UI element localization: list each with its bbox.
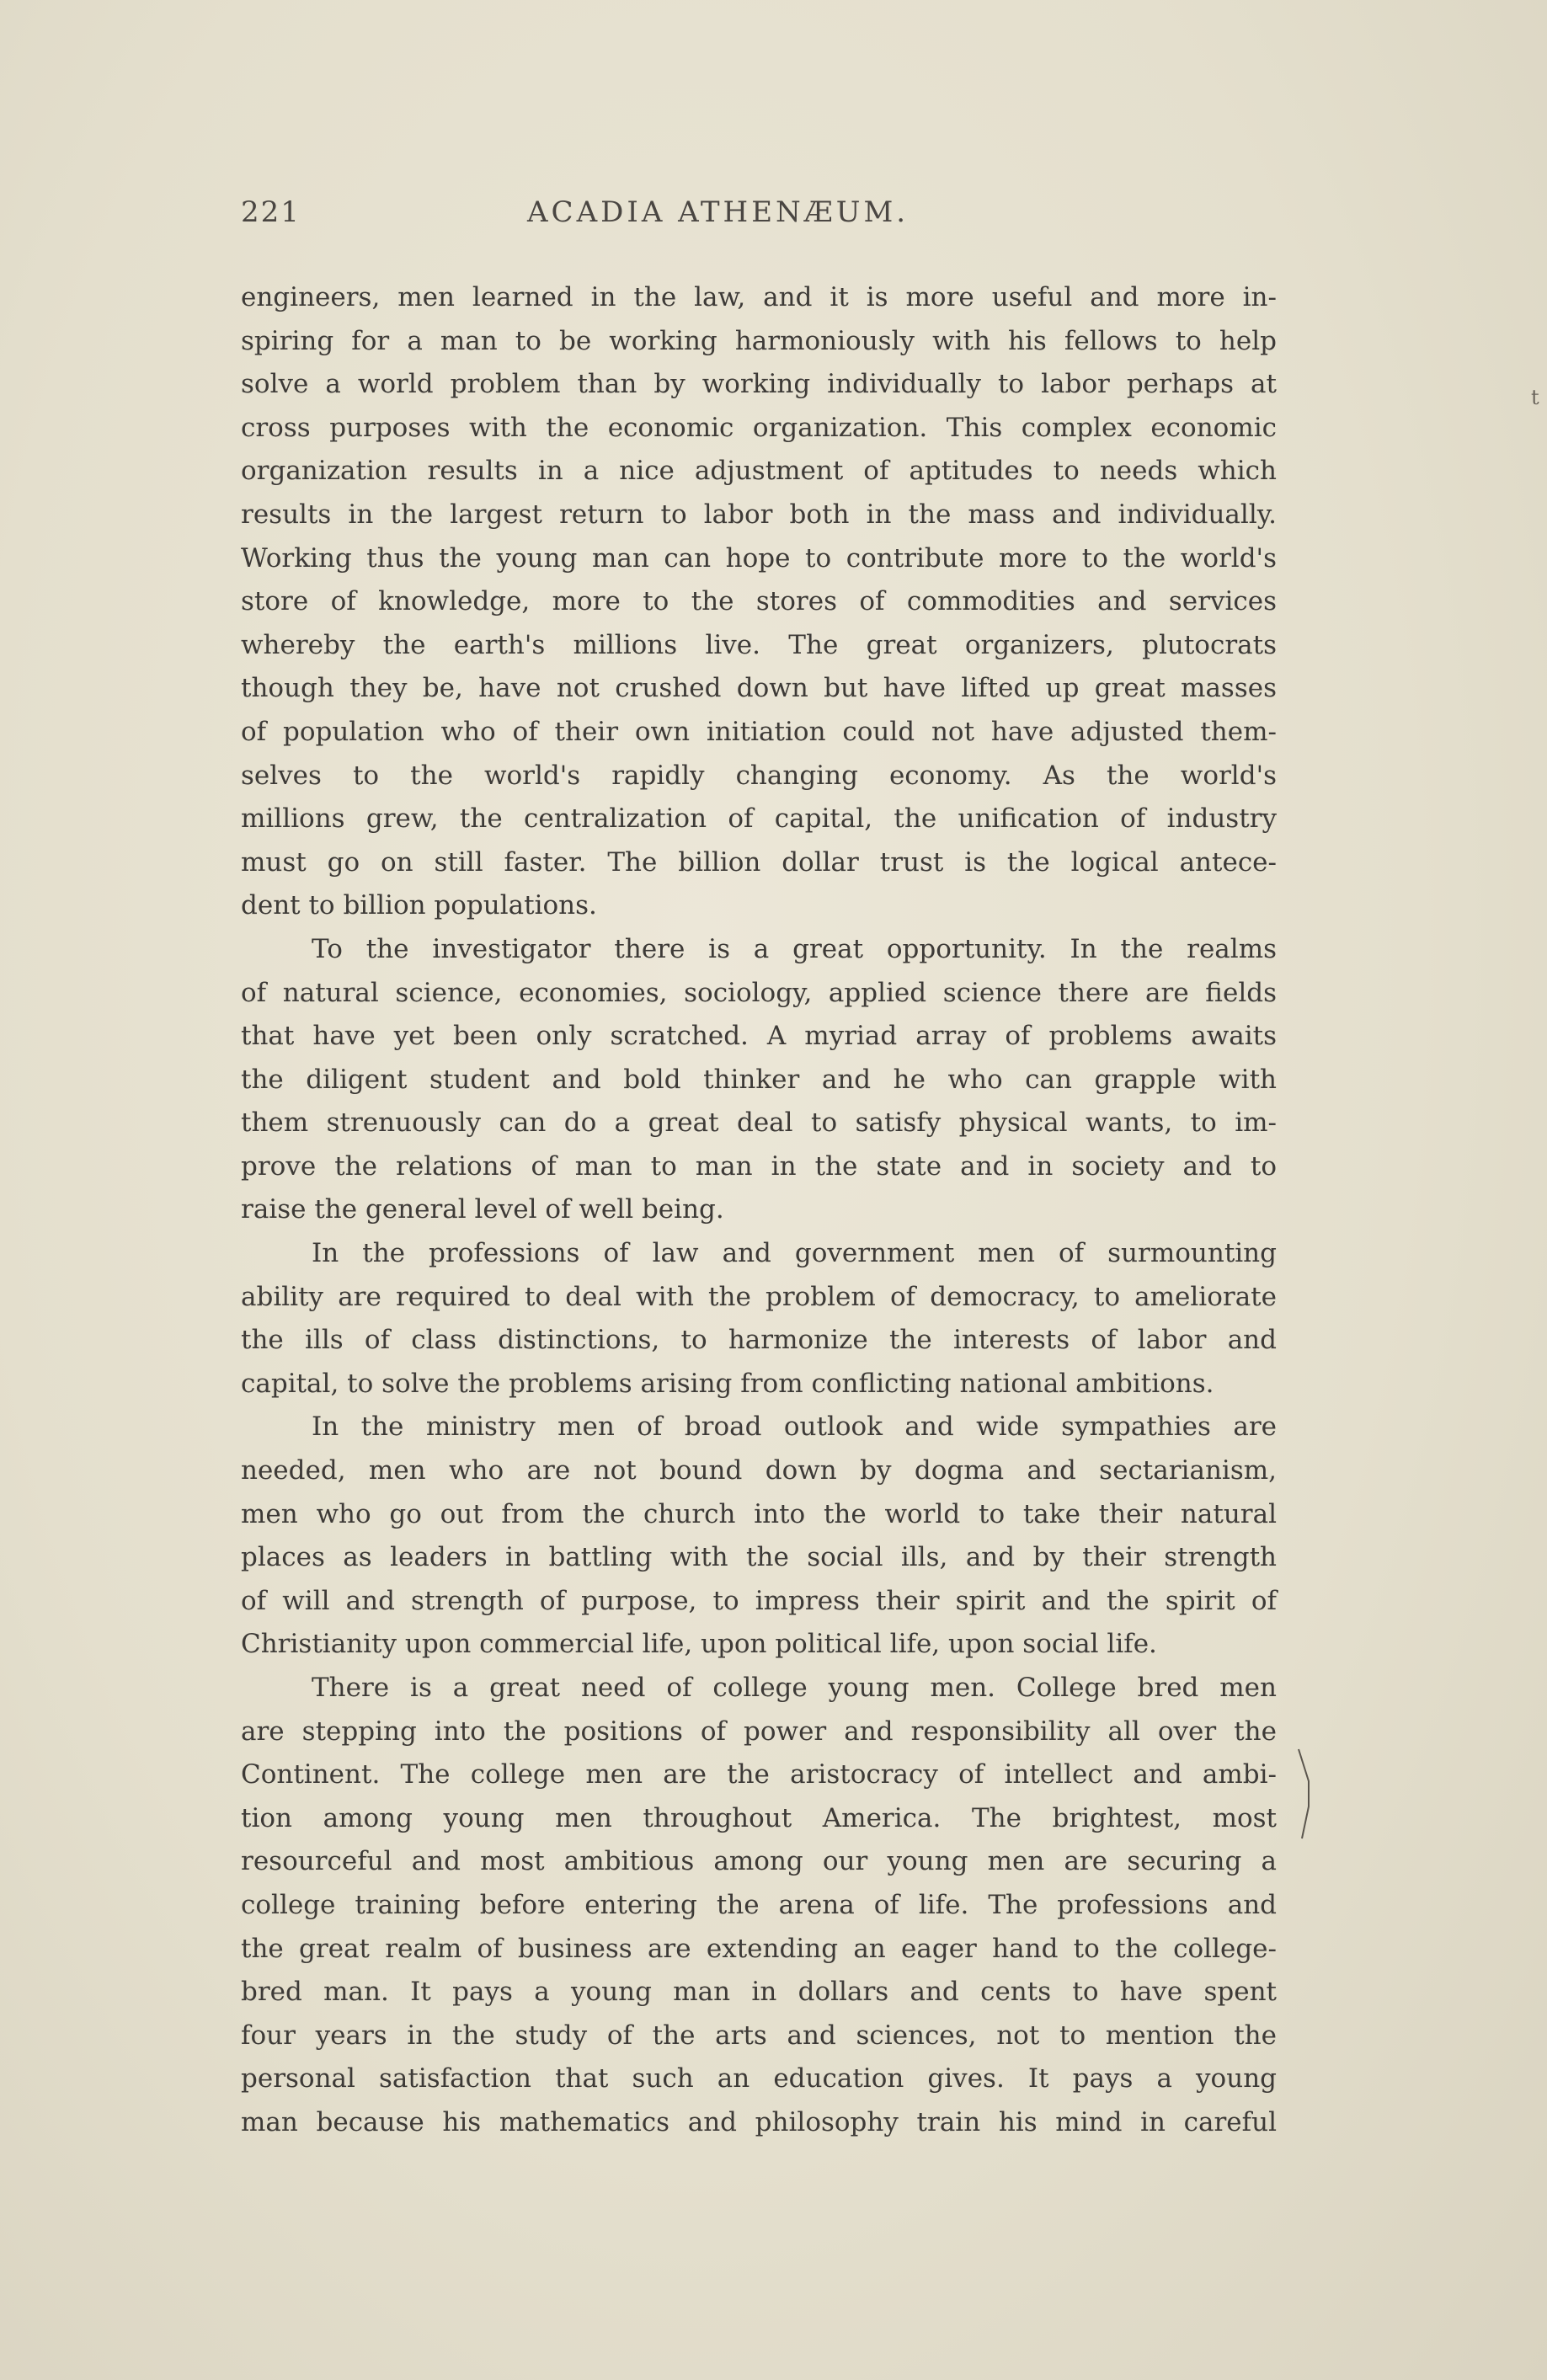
- text-line: raise the general level of well being.: [241, 1194, 724, 1225]
- margin-tick-mark: t: [1531, 386, 1539, 409]
- text-line: cross purposes with the economic organization. This complex economic: [241, 412, 1277, 443]
- text-line: men who go out from the church into the world to take their natural: [241, 1498, 1277, 1529]
- margin-brace: [1297, 1748, 1314, 1840]
- text-line: There is a great need of college young men. College bred men: [312, 1673, 1277, 1703]
- text-line: bred man. It pays a young man in dollars and cents to have spent: [241, 1977, 1277, 2008]
- text-line: the ills of class distinctions, to harmonize the interests of labor and: [241, 1325, 1277, 1356]
- text-line: tion among young men throughout America. The brightest, most: [241, 1802, 1277, 1833]
- text-line: store of knowledge, more to the stores of commodities and services: [241, 586, 1277, 617]
- text-line: the great realm of business are extending an eager hand to the college-: [241, 1933, 1277, 1964]
- text-line: the diligent student and bold thinker and he who can grapple with: [241, 1064, 1277, 1095]
- text-line: college training before entering the arena of life. The professions and: [241, 1889, 1277, 1920]
- text-line: millions grew, the centralization of capital, the unification of industry: [241, 803, 1277, 835]
- running-title: ACADIA ATHENÆUM.: [527, 195, 910, 229]
- paragraph: [241, 276, 1277, 928]
- text-line: To the investigator there is a great opportunity. In the realms: [312, 933, 1277, 964]
- text-line: spiring for a man to be working harmoniously with his fellows to help: [241, 325, 1277, 356]
- text-line: of will and strength of purpose, to impress their spirit and the spirit of: [241, 1585, 1277, 1616]
- page-number: 221: [241, 195, 301, 229]
- text-line: though they be, have not crushed down but have lifted up great masses: [241, 673, 1277, 704]
- text-line: Continent. The college men are the aristocracy of intellect and ambi-: [241, 1759, 1277, 1790]
- text-line: places as leaders in battling with the social ills, and by their strength: [241, 1542, 1277, 1573]
- text-line: that have yet been only scratched. A myriad array of problems awaits: [241, 1021, 1277, 1052]
- text-line: engineers, men learned in the law, and it is more useful and more in-: [241, 282, 1277, 312]
- text-line: personal satisfaction that such an education gives. It pays a young: [241, 2063, 1277, 2095]
- text-line: results in the largest return to labor both in the mass and individually.: [241, 499, 1277, 530]
- text-line: Working thus the young man can hope to contribute more to the world's: [241, 542, 1277, 574]
- text-line: selves to the world's rapidly changing economy. As the world's: [241, 760, 1277, 791]
- text-line: of natural science, economies, sociology, applied science there are fields: [241, 977, 1277, 1008]
- text-line: whereby the earth's millions live. The great organizers, plutocrats: [241, 629, 1277, 660]
- paragraph: [241, 1232, 1277, 1406]
- paragraph: [241, 928, 1277, 1232]
- text-line: four years in the study of the arts and sciences, not to mention the: [241, 2020, 1277, 2051]
- text-line: In the professions of law and government men of surmounting: [312, 1238, 1277, 1269]
- article-body: [241, 276, 1277, 2145]
- text-line: ability are required to deal with the problem of democracy, to ameliorate: [241, 1281, 1277, 1312]
- text-line: dent to billion populations.: [241, 890, 597, 921]
- text-line: are stepping into the positions of power and responsibility all over the: [241, 1716, 1277, 1747]
- text-line: In the ministry men of broad outlook and wide sympathies are: [312, 1411, 1277, 1443]
- text-line: organization results in a nice adjustment of aptitudes to needs which: [241, 456, 1277, 487]
- text-line: prove the relations of man to man in the state and in society and to: [241, 1150, 1277, 1182]
- running-header: [241, 195, 1268, 246]
- paragraph: [241, 1667, 1277, 2145]
- text-line: resourceful and most ambitious among our young men are securing a: [241, 1846, 1277, 1877]
- text-line: needed, men who are not bound down by dogma and sectarianism,: [241, 1455, 1277, 1486]
- text-line: of population who of their own initiation could not have adjusted them-: [241, 716, 1277, 747]
- text-line: man because his mathematics and philosophy train his mind in careful: [241, 2106, 1277, 2137]
- text-line: them strenuously can do a great deal to satisfy physical wants, to im-: [241, 1107, 1277, 1139]
- paragraph: [241, 1406, 1277, 1667]
- text-line: Christianity upon commercial life, upon political life, upon social life.: [241, 1629, 1157, 1660]
- text-line: must go on still faster. The billion dollar trust is the logical antece-: [241, 846, 1277, 878]
- text-line: solve a world problem than by working individually to labor perhaps at: [241, 369, 1277, 400]
- text-line: capital, to solve the problems arising from conflicting national ambitions.: [241, 1368, 1214, 1399]
